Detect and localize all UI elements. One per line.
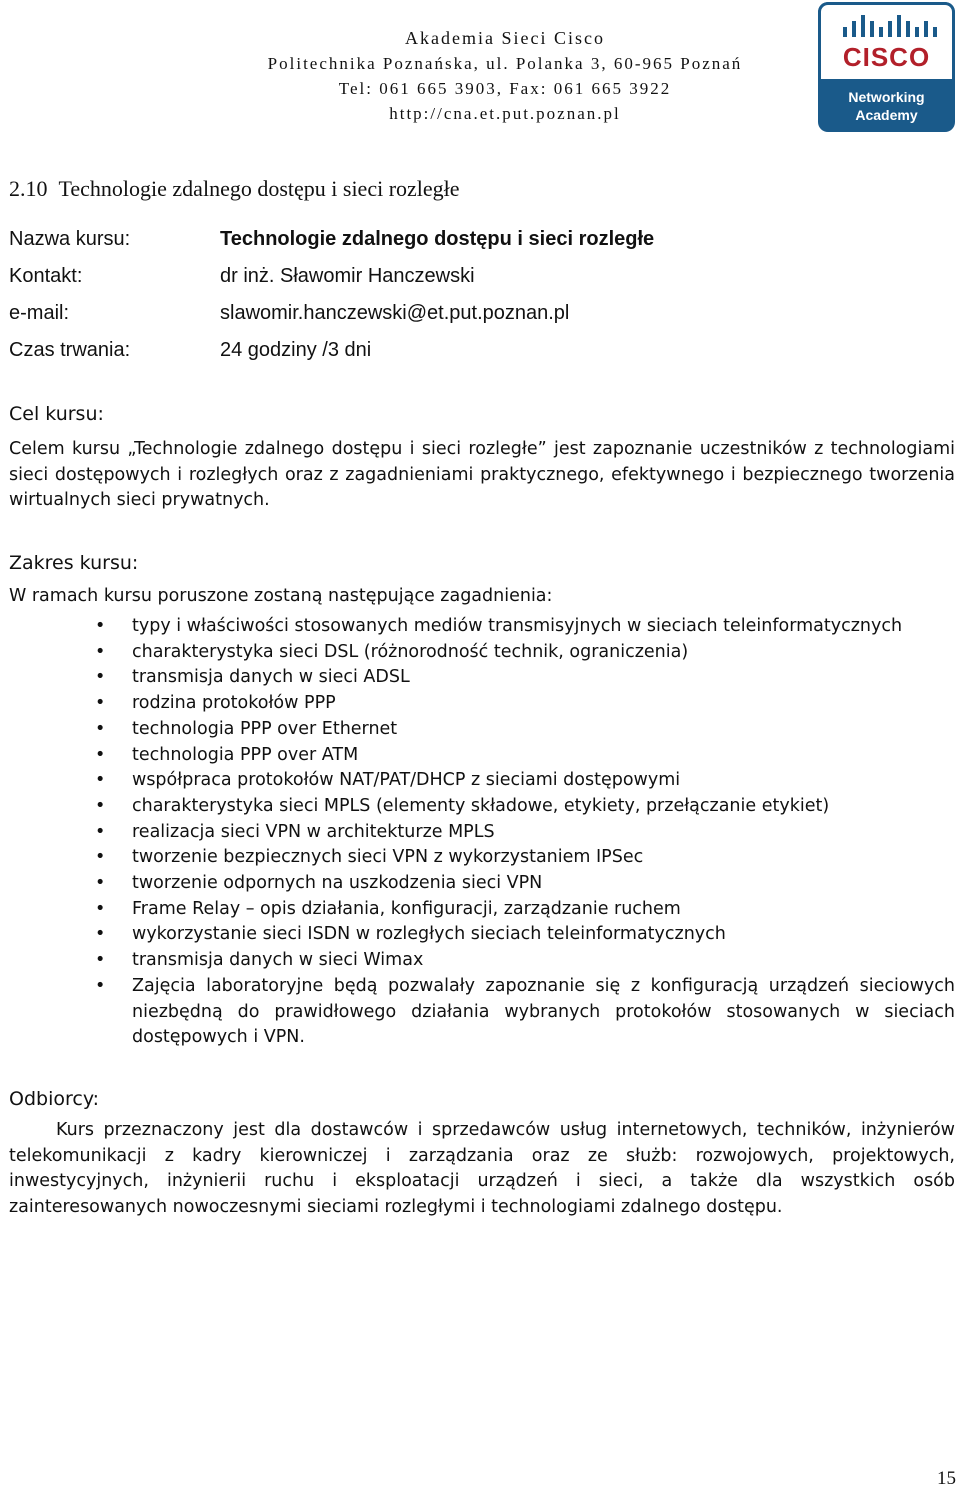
bullet-icon: • — [95, 641, 106, 662]
list-item: • charakterystyka sieci DSL (różnorodność technik, ograniczenia) — [0, 640, 955, 666]
logo-caption — [818, 88, 955, 124]
list-item: • współpraca protokołów NAT/PAT/DHCP z sieciami dostępowymi — [0, 768, 955, 794]
bullet-icon: • — [95, 616, 106, 636]
list-item: • charakterystyka sieci MPLS (elementy składowe, etykiety, przełączanie etykiet) — [0, 794, 955, 820]
bullet-icon: • — [95, 718, 106, 739]
list-item: • technologia PPP over ATM — [0, 743, 955, 769]
email-link[interactable]: slawomir.hanczewski@et.put.poznan.pl — [220, 302, 570, 324]
bullet-icon: • — [95, 898, 106, 919]
bullet-icon: • — [95, 950, 106, 971]
list-item: • Zajęcia laboratoryjne będą pozwalały zapoznanie się z konfiguracją urządzeń sieciowych niezbędną do prawidłowego działania wybranych protokołów stosowanych w sieciach dostępowych i VPN. — [95, 975, 955, 1048]
bullet-icon: • — [95, 847, 106, 868]
logo-caption-line1: Networking — [848, 89, 925, 105]
info-value: 24 godziny /3 dni — [220, 339, 372, 361]
goal-heading: Cel kursu: — [9, 403, 104, 425]
info-value: dr inż. Sławomir Hanczewski — [220, 265, 475, 287]
section-title-text: Technologie zdalnego dostępu i sieci rozległe — [58, 176, 460, 201]
list-item: • transmisja danych w sieci ADSL — [0, 665, 955, 691]
header-url[interactable]: http://cna.et.put.poznan.pl — [389, 104, 621, 123]
page-number: 15 — [937, 1468, 956, 1489]
list-item: • technologia PPP over Ethernet — [0, 717, 955, 743]
cisco-networking-academy-logo — [818, 2, 955, 132]
bullet-icon: • — [95, 821, 106, 842]
list-item: • tworzenie bezpiecznych sieci VPN z wykorzystaniem IPSec — [0, 845, 955, 871]
list-item: • Frame Relay – opis działania, konfiguracji, zarządzanie ruchem — [0, 897, 955, 923]
page-header — [200, 26, 810, 126]
header-org: Akademia Sieci Cisco — [405, 28, 605, 48]
list-item: • rodzina protokołów PPP — [0, 691, 955, 717]
info-label: Kontakt: — [9, 265, 83, 287]
info-label: Czas trwania: — [9, 339, 131, 361]
scope-heading: Zakres kursu: — [9, 552, 139, 574]
header-address: Politechnika Poznańska, ul. Polanka 3, 60-965 Poznań — [267, 54, 743, 73]
info-label: Nazwa kursu: — [9, 228, 131, 250]
section-number: 2.10 — [9, 176, 48, 201]
bullet-icon: • — [95, 873, 106, 894]
bullet-icon: • — [95, 744, 106, 765]
cisco-bars-icon — [841, 13, 938, 43]
logo-caption-line2: Academy — [855, 107, 918, 123]
list-item: • wykorzystanie sieci ISDN w rozległych sieciach teleinformatycznych — [0, 922, 955, 948]
scope-intro: W ramach kursu poruszone zostaną następujące zagadnienia: — [9, 586, 553, 606]
list-item: • realizacja sieci VPN w architekturze MPLS — [0, 820, 955, 846]
audience-heading: Odbiorcy: — [9, 1088, 100, 1110]
bullet-icon: • — [95, 795, 106, 816]
list-item: • transmisja danych w sieci Wimax — [0, 948, 955, 974]
bullet-icon: • — [95, 975, 106, 996]
topics-list — [0, 614, 955, 1051]
audience-text: Kurs przeznaczony jest dla dostawców i sprzedawców usług internetowych, techników, inżynierów telekomunikacji z kadry kierowniczej i zarządzania oraz ze służb: rozwojowych, projektowych, inwestycyjnych, inżynierii ruchu i eksploatacji urządzeń i sieci, a także dla wszystkich osób zainteresowanych nowoczesnymi sieciami rozległymi i technologiami zdalnego dostępu. — [9, 1120, 955, 1217]
bullet-icon: • — [95, 667, 106, 688]
bullet-icon: • — [95, 924, 106, 945]
goal-text: Celem kursu „Technologie zdalnego dostępu i sieci rozległe” jest zapoznanie uczestników z technologiami sieci dostępowych i rozległych oraz z zagadnieniami praktycznego, efektywnego i bezpiecznego tworzenia wirtualnych sieci prywatnych. — [9, 439, 955, 510]
list-item: • tworzenie odpornych na uszkodzenia sieci VPN — [0, 871, 955, 897]
info-value: Technologie zdalnego dostępu i sieci rozległe — [220, 228, 655, 250]
list-item: • typy i właściwości stosowanych mediów transmisyjnych w sieciach teleinformatycznych — [0, 614, 955, 640]
info-label: e-mail: — [9, 302, 70, 324]
bullet-icon: • — [95, 770, 106, 791]
logo-word: CISCO — [842, 42, 931, 72]
bullet-icon: • — [95, 693, 106, 714]
section-title — [9, 176, 460, 202]
header-phone: Tel: 061 665 3903, Fax: 061 665 3922 — [338, 79, 672, 98]
